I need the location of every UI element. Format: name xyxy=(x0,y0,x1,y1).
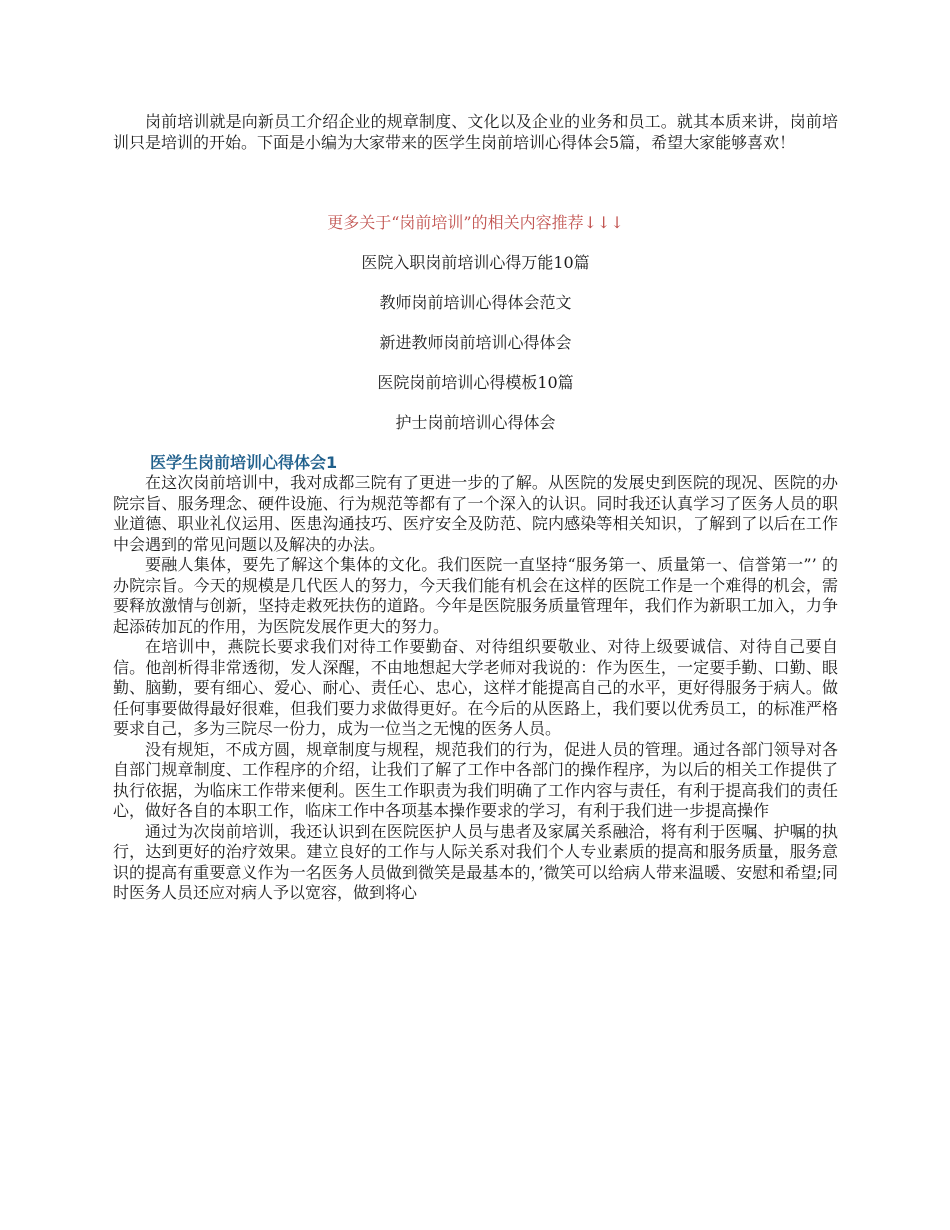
intro-paragraph: 岗前培训就是向新员工介绍企业的规章制度、文化以及企业的业务和员工。就其本质来讲，岗前培训只是培训的开始。下面是小编为大家带来的医学生岗前培训心得体会5篇，希望大家能够喜欢！ xyxy=(113,112,838,152)
document-page xyxy=(113,112,838,904)
body-paragraph: 没有规矩，不成方圆，规章制度与规程，规范我们的行为，促进人员的管理。通过各部门领导对各自部门规章制度、工作程序的介绍，让我们了解了工作中各部门的操作程序，为以后的相关工作提供了执行依据，为临床工作带来便利。医生工作职责为我们明确了工作内容与责任，有利于提高我们的责任心，做好各自的本职工作，临床工作中各项基本操作要求的学习，有利于我们进一步提高操作 xyxy=(113,739,838,820)
body-paragraph: 通过为次岗前培训，我还认识到在医院医护人员与患者及家属关系融洽，将有利于医嘱、护嘱的执行，达到更好的治疗效果。建立良好的工作与人际关系对我们个人专业素质的提高和服务质量，服务意识的提高有重要意义作为一名医务人员做到微笑是最基本的，’微笑可以给病人带来温暖、安慰和希望;同时医务人员还应对病人予以宽容，做到将心 xyxy=(113,821,838,902)
section-title: 医学生岗前培训心得体会1 xyxy=(150,453,338,472)
body-paragraph: 要融人集体，要先了解这个集体的文化。我们医院一直坚持“服务第一、质量第一、信誉第一”’ 的办院宗旨。今天的规模是几代医人的努力，今天我们能有机会在这样的医院工作是一个难得的机会，需要释放激情与创新，坚持走救死扶伤的道路。今年是医院服务质量管理年，我们作为新职工加入，力争起添砖加瓦的作用，为医院发展作更大的努力。 xyxy=(113,555,838,636)
recommend-link[interactable]: 医院岗前培训心得模板10篇 xyxy=(377,373,574,392)
recommend-link[interactable]: 教师岗前培训心得体会范文 xyxy=(379,293,572,312)
recommend-list xyxy=(113,253,838,433)
body-paragraph: 在培训中，燕院长要求我们对待工作要勤奋、对待组织要敬业、对待上级要诚信、对待自己要自信。他剖析得非常透彻，发人深醒，不由地想起大学老师对我说的：作为医生，一定要手勤、口勤、眼勤、脑勤，要有细心、爱心、耐心、责任心、忠心，这样才能提高自己的水平，更好得服务于病人。做任何事要做得最好很难，但我们要力求做得更好。在今后的从医路上，我们要以优秀员工，的标准严格要求自己，多为三院尽一份力，成为一位当之无愧的医务人员。 xyxy=(113,637,838,738)
recommend-heading: 更多关于“岗前培训”的相关内容推荐↓↓↓ xyxy=(327,213,624,232)
recommend-link[interactable]: 医院入职岗前培训心得万能10篇 xyxy=(361,253,590,272)
recommend-link[interactable]: 新进教师岗前培训心得体会 xyxy=(379,333,572,352)
recommend-link[interactable]: 护士岗前培训心得体会 xyxy=(395,413,556,432)
body-paragraph: 在这次岗前培训中，我对成都三院有了更进一步的了解。从医院的发展史到医院的现况、医院的办院宗旨、服务理念、硬件设施、行为规范等都有了一个深入的认识。同时我还认真学习了医务人员的职业道德、职业礼仪运用、医患沟通技巧、医疗安全及防范、院内感染等相关知识，了解到了以后在工作中会遇到的常见问题以及解决的办法。 xyxy=(113,473,838,554)
